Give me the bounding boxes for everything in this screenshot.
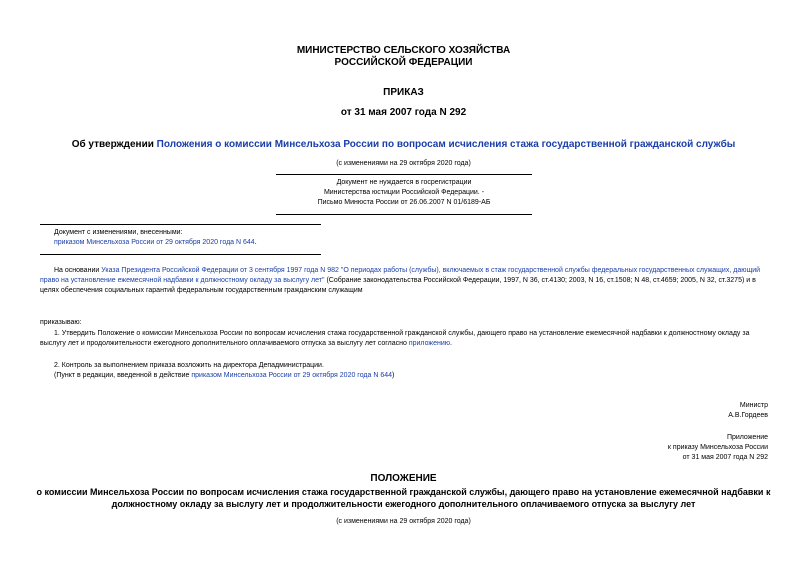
registration-line-2: Министерства юстиции Российской Федерации. - (323, 189, 485, 196)
doc-type: ПРИКАЗ (383, 87, 424, 98)
doc-date-number: от 31 мая 2007 года N 292 (340, 107, 467, 118)
changes-label: Документ с изменениями, внесенными: (54, 229, 183, 236)
divider (276, 214, 532, 215)
amended-note: (с изменениями на 29 октября 2020 года) (336, 160, 471, 167)
item-1-paragraph: 1. Утвердить Положение о комиссии Минсельхоза России по вопросам исчисления стажа государственной гражданской службы, дающего право на установление ежемесячной надбавки к должностному окладу за выслугу лет и продолжительности ежегодного дополнительного оплачиваемого отпуска за выслугу лет согласно приложению. (40, 330, 750, 347)
document-title (0, 139, 807, 151)
item-2-paragraph: 2. Контроль за выполнением приказа возложить на директора Депадминистрации. (54, 362, 324, 369)
changes-line: приказом Минсельхоза России от 29 октября 2020 года N 644. (54, 239, 257, 246)
ministry-name (0, 45, 807, 69)
appendix-line-3: от 31 мая 2007 года N 292 (682, 454, 768, 461)
amendment-link[interactable]: приказом Минсельхоза России от 29 октября 2020 года N 644 (191, 372, 393, 379)
appendix-block (668, 433, 768, 463)
appendix-line-2: к приказу Минсельхоза России (667, 444, 768, 451)
appendix-link[interactable]: приложению (408, 340, 450, 347)
ministry-line-1: МИНИСТЕРСТВО СЕЛЬСКОГО ХОЗЯЙСТВА (296, 45, 511, 56)
registration-line-1: Документ не нуждается в госрегистрации (336, 179, 472, 186)
changes-link[interactable]: приказом Минсельхоза России от 29 октября 2020 года N 644 (54, 239, 255, 246)
decree-link[interactable]: Указа Президента Российской Федерации от 3 сентября 1997 года N 982 "О периодах работы (службы), включаемых в стаж государственной службы федеральных государственных служащих, дающий право на установление ежемесячной надбавки к должностному окладу за выслугу лет" (40, 267, 761, 284)
divider (40, 224, 321, 225)
signature-position: Министр (739, 402, 768, 409)
preamble-paragraph: На основании Указа Президента Российской Федерации от 3 сентября 1997 года N 982 "О периодах работы (службы), включаемых в стаж государственной службы федеральных государственных служащих, дающий право на установление ежемесячной надбавки к должностному окладу за выслугу лет" (Собрание законодательства Российской Федерации, 1997, N 36, ст.4130; 2003, N 16, ст.1508; N 48, ст.4659; 2005, N 32, ст.3275) и в целях обеспечения социальных гарантий федеральным государственным гражданским служащим (40, 267, 761, 294)
title-prefix: Об утверждении (71, 139, 157, 150)
title-link[interactable]: Положения о комиссии Минсельхоза России по вопросам исчисления стажа государственной гражданской службы (156, 139, 736, 150)
ministry-line-2: РОССИЙСКОЙ ФЕДЕРАЦИИ (334, 57, 473, 68)
registration-line-3: Письмо Минюста России от 26.06.2007 N 01/6189-АБ (317, 199, 491, 206)
registration-note (276, 178, 532, 208)
regulation-subtitle-line-2: должностному окладу за выслугу лет и продолжительности ежегодного дополнительного оплачиваемого отпуска за выслугу лет (111, 499, 696, 509)
regulation-subtitle-line-1: о комиссии Минсельхоза России по вопросам исчисления стажа государственной гражданской службы, дающего право на установление ежемесячной надбавки к (36, 487, 771, 497)
order-word: приказываю: (40, 319, 82, 326)
signature-name: А.В.Гордеев (728, 412, 768, 419)
divider (40, 254, 321, 255)
regulation-amended-note: (с изменениями на 29 октября 2020 года) (336, 518, 471, 525)
regulation-subtitle (0, 486, 807, 510)
divider (276, 174, 532, 175)
item-2-note: (Пункт в редакции, введенной в действие приказом Минсельхоза России от 29 октября 2020 года N 644) (54, 372, 395, 379)
appendix-line-1: Приложение (726, 434, 768, 441)
regulation-title: ПОЛОЖЕНИЕ (370, 473, 437, 484)
signature-block (728, 401, 768, 421)
